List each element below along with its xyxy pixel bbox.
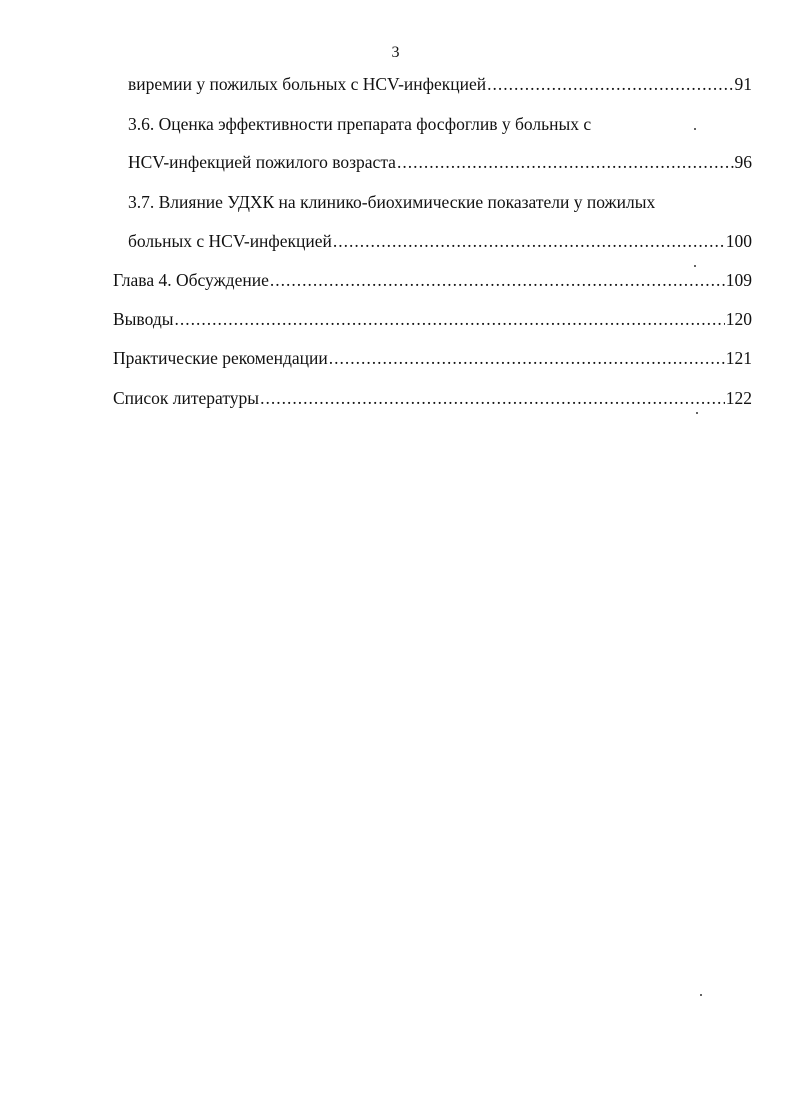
scan-speck xyxy=(694,265,696,267)
toc-page-number: 109 xyxy=(725,270,752,290)
toc-entry-text: Выводы xyxy=(113,309,174,329)
toc-leader-dots xyxy=(329,347,725,369)
toc-leader-dots xyxy=(333,230,725,252)
toc-leader-dots xyxy=(260,387,725,409)
toc-leader-dots xyxy=(487,73,733,95)
toc-leader-dots xyxy=(270,269,725,291)
page-number: 3 xyxy=(391,44,400,61)
scan-speck xyxy=(694,128,696,130)
toc-leader-dots xyxy=(174,308,724,330)
toc-page-number: 96 xyxy=(734,152,752,172)
toc-page-number: 122 xyxy=(725,388,752,408)
toc-entry-text: HCV-инфекцией пожилого возраста xyxy=(128,152,396,172)
toc-entry-text: Глава 4. Обсуждение xyxy=(113,270,269,290)
toc-entry-text: больных с HCV-инфекцией xyxy=(128,231,332,251)
toc-entry-text: виремии у пожилых больных с HCV-инфекцией xyxy=(128,74,487,94)
toc-entry-3-6-line1[interactable]: 3.6. Оценка эффективности препарата фосфоглив у больных с xyxy=(128,114,592,134)
toc-entry-references[interactable] xyxy=(113,387,752,409)
toc-entry-recommendations[interactable] xyxy=(113,347,752,369)
toc-entry-3-6[interactable] xyxy=(128,151,752,173)
toc-entry-text: Список литературы xyxy=(113,388,260,408)
toc-entry-3-7-line1[interactable]: 3.7. Влияние УДХК на клинико-биохимические показатели у пожилых xyxy=(128,192,656,212)
toc-entry-chapter-4[interactable] xyxy=(113,269,752,291)
toc-page-number: 91 xyxy=(734,74,752,94)
toc-leader-dots xyxy=(397,151,734,173)
toc-entry-conclusions[interactable] xyxy=(113,308,752,330)
scan-speck xyxy=(700,994,702,996)
toc-page-number: 121 xyxy=(725,348,752,368)
toc-entry-viremia[interactable] xyxy=(128,73,752,95)
toc-entry-text: Практические рекомендации xyxy=(113,348,328,368)
toc-page-number: 100 xyxy=(725,231,752,251)
toc-page-number: 120 xyxy=(725,309,752,329)
toc-entry-3-7[interactable] xyxy=(128,230,752,252)
scan-speck xyxy=(696,412,698,414)
